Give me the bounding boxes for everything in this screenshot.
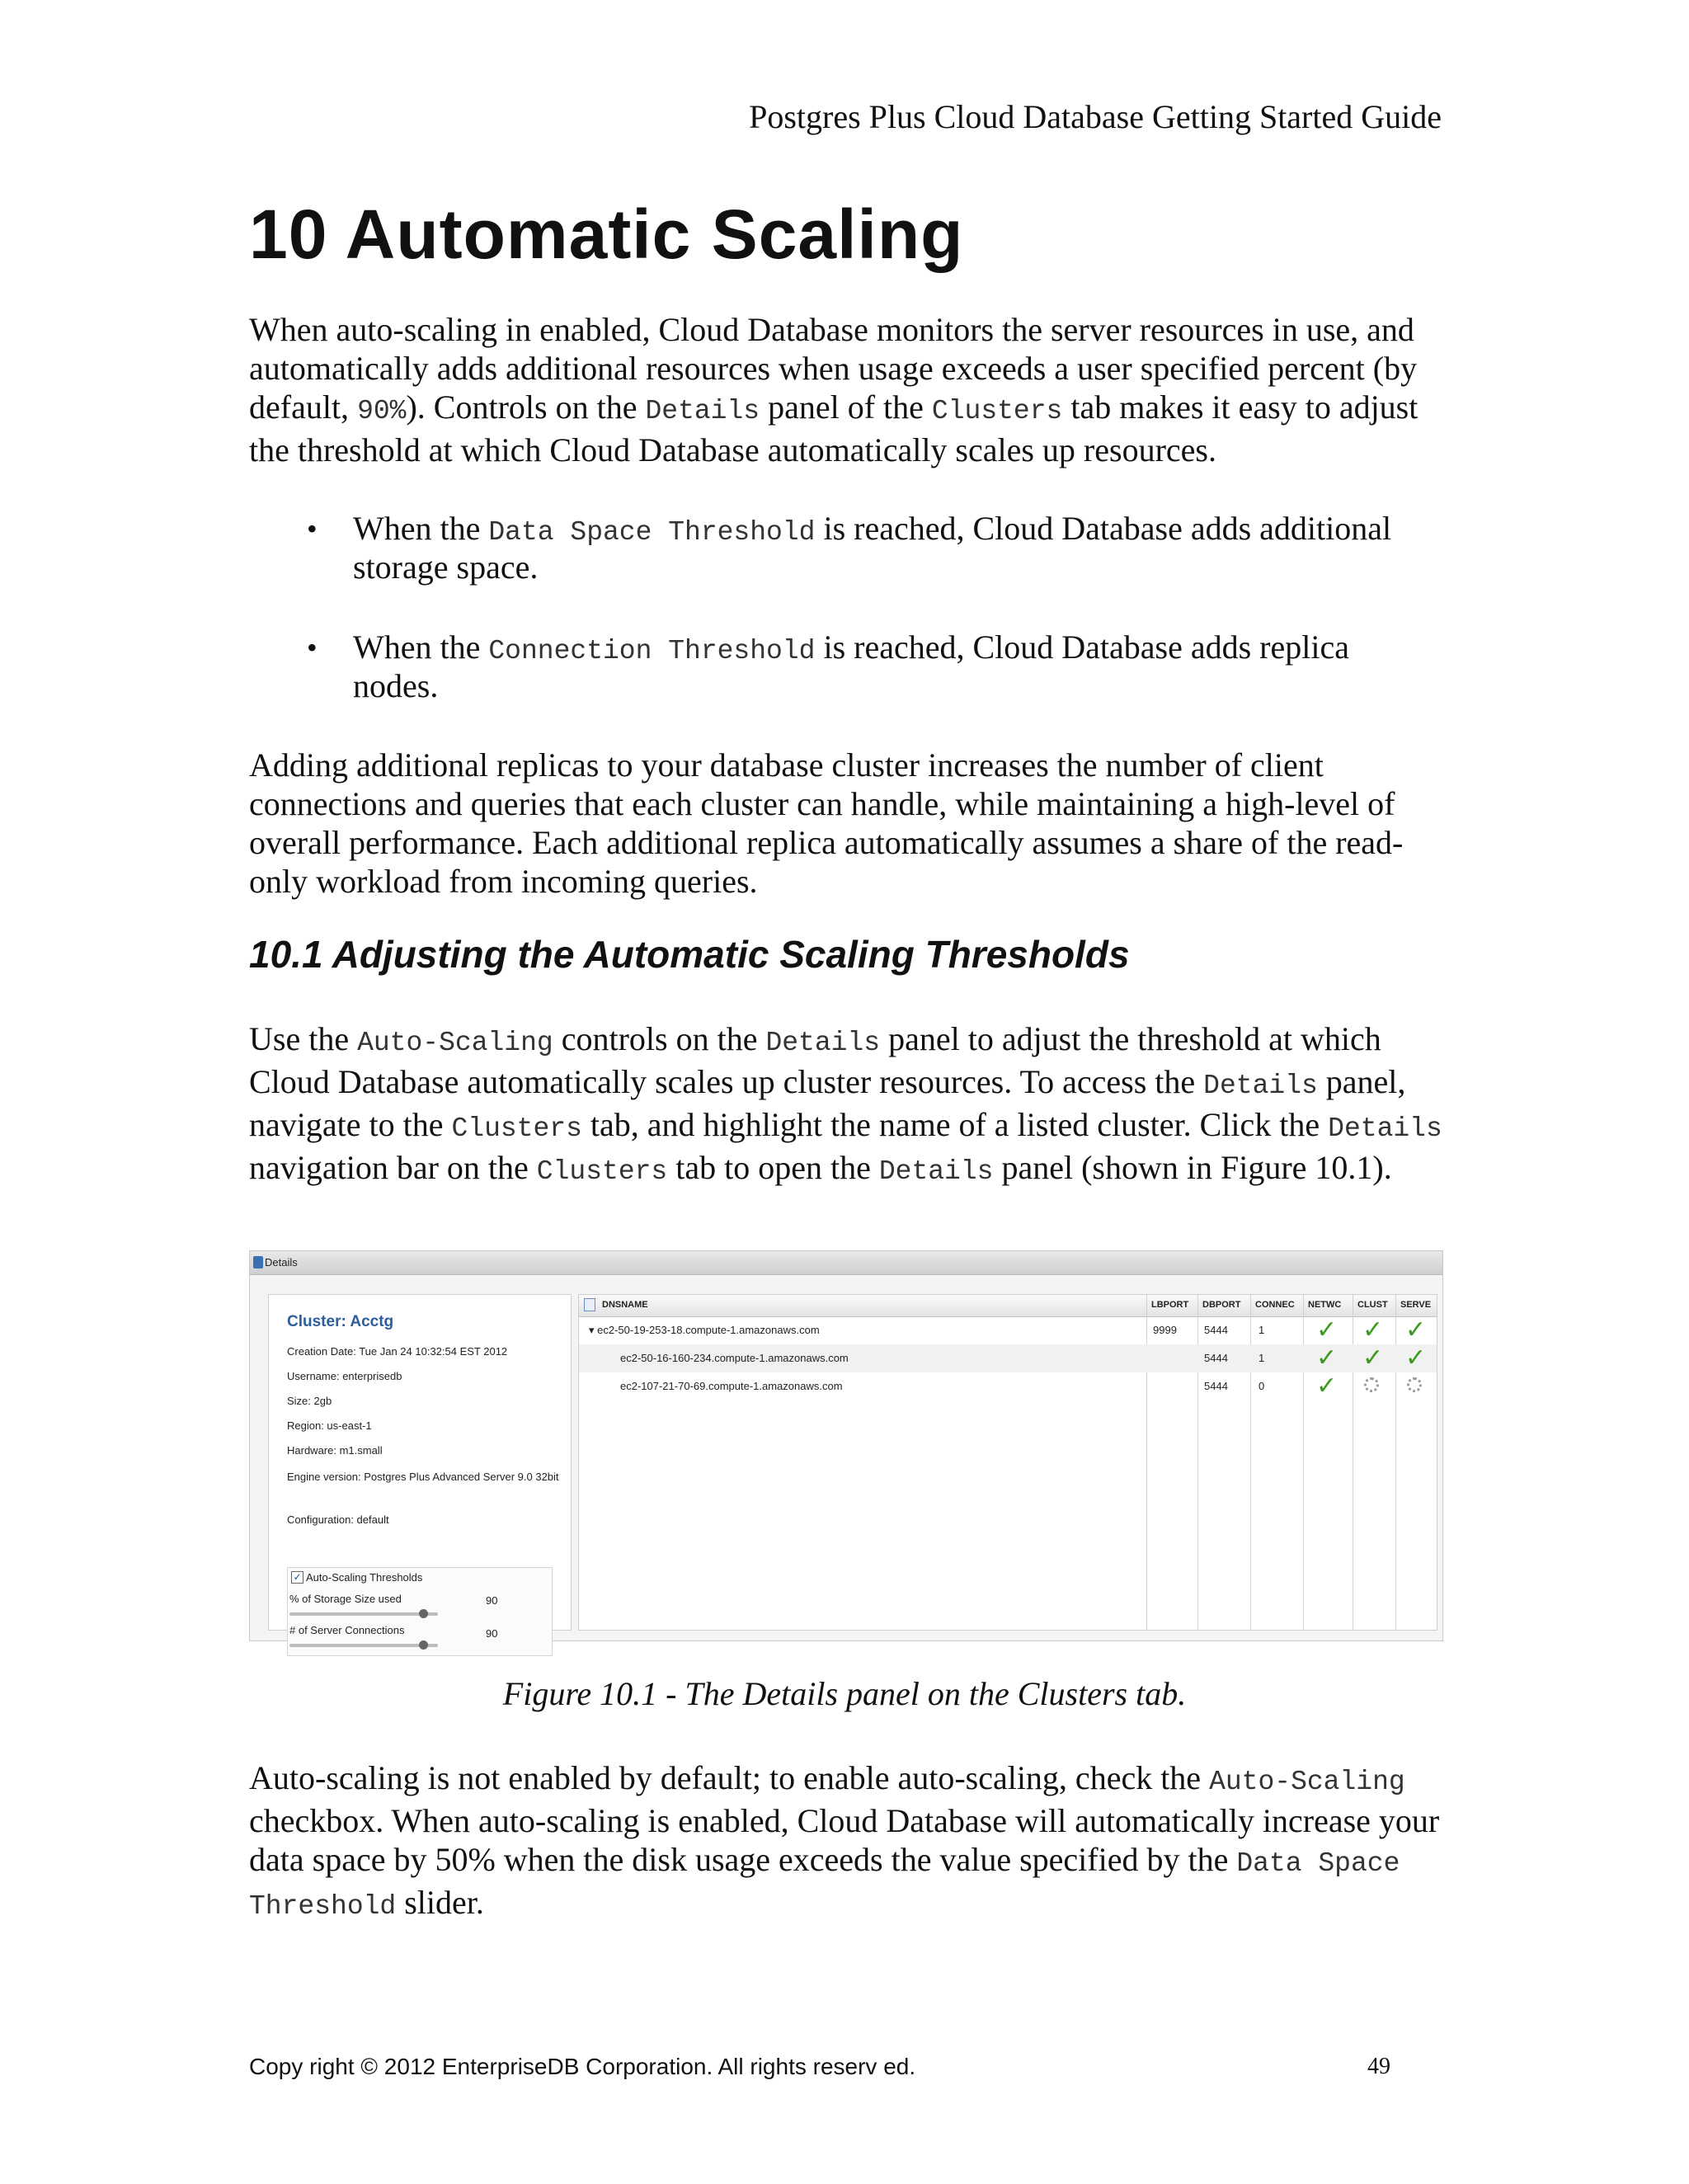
username: Username: enterprisedb (287, 1370, 402, 1382)
text-run: checkbox. When auto-scaling is enabled, Cloud Database will automatically increase your data space by 50% when the disk usage exceeds the value specified by the (249, 1802, 1440, 1878)
text-run: When auto-scaling in enabled, Cloud Database monitors the server resources in use, and automatically adds additional resources when usage exceeds a user specified percent (by default, (249, 311, 1418, 426)
code-details: Details (1203, 1071, 1318, 1101)
text-run: is reached, Cloud Database adds replica nodes. (353, 628, 1349, 704)
text-run: navigation bar on the (249, 1149, 537, 1186)
footer-copyright: Copy right © 2012 EnterpriseDB Corporation. All rights reserv ed. (249, 2054, 916, 2079)
bullet-dot: • (307, 512, 318, 545)
check-icon: ✓ (1362, 1344, 1384, 1372)
hardware: Hardware: m1.small (287, 1444, 383, 1457)
check-icon: ✓ (1316, 1372, 1338, 1400)
text-run: panel, navigate to the (249, 1063, 1406, 1143)
code-data-space-threshold: Data Space Threshold (488, 517, 816, 548)
connection-threshold-slider[interactable] (289, 1644, 438, 1647)
cluster-name: Cluster: Acctg (287, 1313, 394, 1330)
auto-scaling-label: Auto-Scaling Thresholds (306, 1571, 423, 1584)
connection-slider-thumb[interactable] (419, 1640, 428, 1650)
code-details: Details (765, 1028, 881, 1058)
header-dnsname[interactable]: DNSNAME (602, 1300, 648, 1310)
row-dnsname: ▾ ec2-50-19-253-18.compute-1.amazonaws.com (589, 1324, 820, 1336)
chapter-title: 10 Automatic Scaling (249, 195, 964, 273)
row-dbport: 5444 (1204, 1352, 1228, 1364)
code-default-percent: 90% (357, 396, 407, 426)
configuration: Configuration: default (287, 1513, 389, 1526)
details-panel-figure (249, 1250, 1443, 1641)
row-dnsname: ec2-107-21-70-69.compute-1.amazonaws.com (620, 1380, 843, 1392)
text-run: panel to adjust the threshold at which Cloud Database automatically scales up cluster resources. To access the (249, 1020, 1381, 1100)
text-run: panel of the (760, 388, 932, 426)
size: Size: 2gb (287, 1395, 332, 1407)
code-details: Details (645, 396, 760, 426)
code-details: Details (1328, 1113, 1442, 1144)
check-icon: ✓ (1405, 1316, 1427, 1344)
text-run: panel (shown in Figure 10.1). (993, 1149, 1392, 1186)
bullet-text (353, 630, 1442, 704)
row-connections: 1 (1259, 1352, 1265, 1364)
header-cluster[interactable]: CLUST (1357, 1300, 1388, 1310)
table-row[interactable] (579, 1316, 1437, 1344)
auto-scaling-checkbox[interactable]: ✓ (291, 1571, 303, 1584)
check-icon: ✓ (1362, 1316, 1384, 1344)
storage-threshold-label: % of Storage Size used (289, 1593, 402, 1605)
details-titlebar-label: Details (265, 1256, 298, 1269)
creation-date: Creation Date: Tue Jan 24 10:32:54 EST 2012 (287, 1345, 508, 1358)
details-titlebar[interactable] (250, 1251, 1442, 1275)
intro-paragraph (249, 310, 1443, 469)
database-icon (253, 1256, 263, 1269)
text-run: controls on the (553, 1020, 766, 1057)
document-icon (584, 1298, 595, 1311)
connection-threshold-label: # of Server Connections (289, 1624, 405, 1636)
text-run: When the (353, 510, 489, 547)
connection-threshold-value: 90 (486, 1627, 498, 1640)
engine-version: Engine version: Postgres Plus Advanced Server 9.0 32bit (287, 1471, 559, 1483)
auto-scaling-thresholds-group (287, 1567, 553, 1656)
table-row[interactable] (579, 1372, 1437, 1400)
row-dbport: 5444 (1204, 1380, 1228, 1392)
check-icon: ✓ (1316, 1316, 1338, 1344)
text-run: is reached, Cloud Database adds additional storage space. (353, 510, 1392, 586)
cluster-info-panel (268, 1294, 572, 1640)
region: Region: us-east-1 (287, 1419, 372, 1432)
replicas-paragraph: Adding additional replicas to your database cluster increases the number of client connections and queries that each cluster can handle, while maintaining a high-level of overall performance. Each additional replica automatically assumes a share of the read-only workload from incoming queries. (249, 746, 1404, 900)
text-run: When the (353, 628, 489, 666)
header-dbport[interactable]: DBPORT (1202, 1300, 1241, 1310)
header-lbport[interactable]: LBPORT (1151, 1300, 1189, 1310)
text-run: Use the (249, 1020, 358, 1057)
text-run: tab to open the (667, 1149, 879, 1186)
footer-page-number: 49 (1367, 2054, 1390, 2079)
text-run: tab, and highlight the name of a listed cluster. Click the (581, 1106, 1329, 1143)
code-clusters: Clusters (536, 1156, 668, 1187)
storage-threshold-slider[interactable] (289, 1612, 438, 1616)
figure-caption: Figure 10.1 - The Details panel on the Clusters tab. (502, 1675, 1187, 1712)
storage-threshold-value: 90 (486, 1594, 498, 1607)
loading-spinner-icon (1364, 1377, 1379, 1392)
section-paragraph (249, 1019, 1443, 1191)
check-icon: ✓ (1316, 1344, 1338, 1372)
code-clusters: Clusters (451, 1113, 582, 1144)
section-title: 10.1 Adjusting the Automatic Scaling Thresholds (249, 933, 1130, 976)
header-network[interactable]: NETWC (1308, 1300, 1342, 1310)
row-dnsname: ec2-50-16-160-234.compute-1.amazonaws.com (620, 1352, 849, 1364)
header-connections[interactable]: CONNEC (1255, 1300, 1295, 1310)
code-clusters: Clusters (931, 396, 1063, 426)
row-connections: 1 (1259, 1324, 1265, 1336)
code-auto-scaling: Auto-Scaling (357, 1028, 553, 1058)
bullet-dot: • (307, 631, 318, 664)
text-run: slider. (396, 1884, 484, 1921)
closing-paragraph (249, 1758, 1443, 1926)
row-dbport: 5444 (1204, 1324, 1228, 1336)
row-lbport: 9999 (1153, 1324, 1177, 1336)
code-data-space-threshold: Data Space Threshold (249, 1848, 1400, 1922)
page-header: Postgres Plus Cloud Database Getting Started Guide (749, 98, 1442, 135)
table-row[interactable] (579, 1344, 1437, 1372)
loading-spinner-icon (1407, 1377, 1422, 1392)
text-run: Auto-scaling is not enabled by default; to enable auto-scaling, check the (249, 1759, 1210, 1796)
code-auto-scaling: Auto-Scaling (1209, 1767, 1405, 1797)
header-server[interactable]: SERVE (1400, 1300, 1432, 1310)
text-run: ). Controls on the (406, 388, 646, 426)
grid-header (579, 1295, 1437, 1317)
storage-slider-thumb[interactable] (419, 1609, 428, 1618)
code-details: Details (878, 1156, 994, 1187)
cluster-nodes-grid (578, 1294, 1437, 1631)
text-run: tab makes it easy to adjust the threshold at which Cloud Database automatically scales up resources. (249, 388, 1418, 468)
code-connection-threshold: Connection Threshold (488, 636, 816, 666)
check-icon: ✓ (1405, 1344, 1427, 1372)
row-connections: 0 (1259, 1380, 1265, 1392)
bullet-text (353, 511, 1442, 585)
